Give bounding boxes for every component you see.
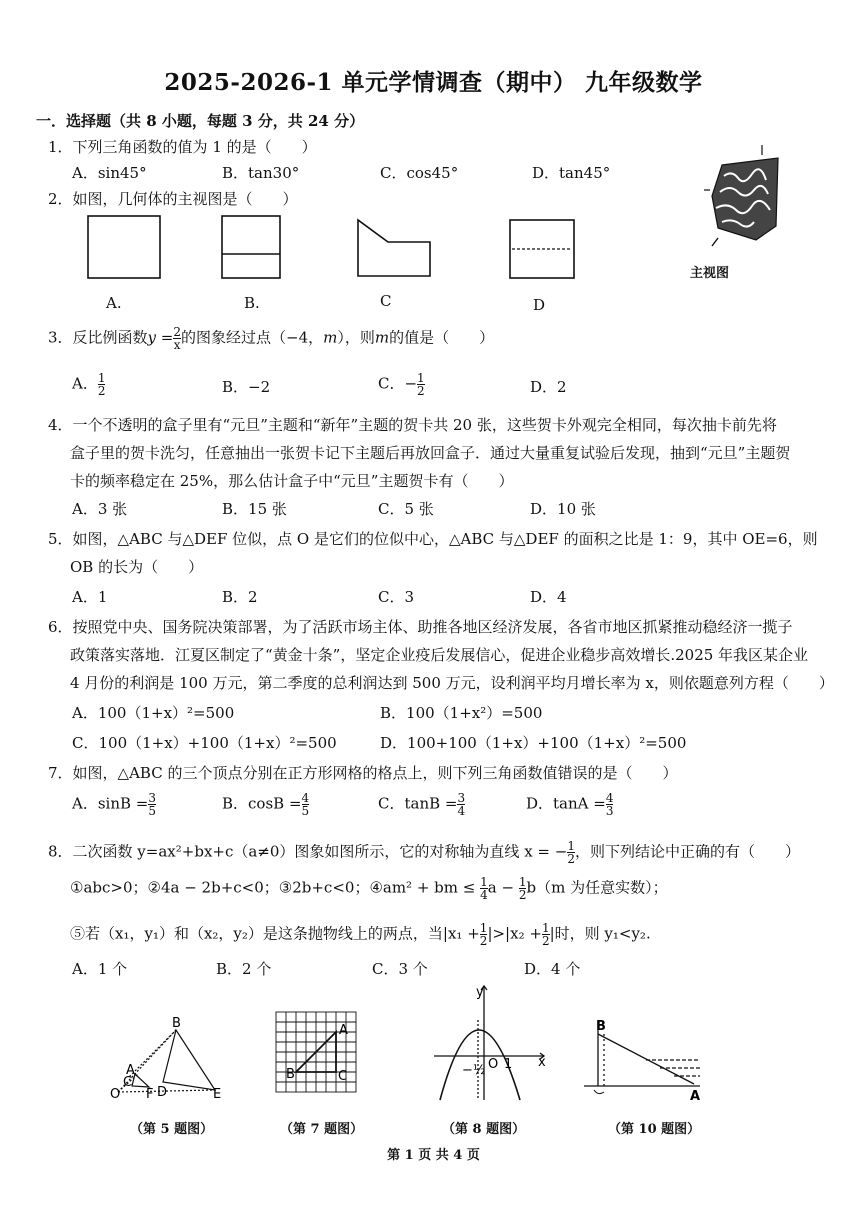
q1-option-b: B．tan30° <box>222 164 300 182</box>
q1-stem: 1．下列三角函数的值为 1 的是（ ） <box>48 138 317 156</box>
fig7-label-b: B <box>286 1067 295 1082</box>
fig7-label-a: A <box>339 1023 348 1038</box>
q2-option-b: B. <box>244 294 260 312</box>
q8-option-a: A．1 个 <box>72 960 128 978</box>
q3-option-d: D．2 <box>530 378 567 396</box>
fig10-label-a: A <box>690 1089 701 1104</box>
q8-line-2: ①abc>0；②4a − 2b+c<0；③2b+c<0；④am² + bm ≤ $\frac{1}{4}$ a − $\frac{1}{2}$ b（m 为任意实数）； <box>70 875 668 902</box>
figure-8 <box>434 986 544 1100</box>
fig5-label-b: B <box>172 1016 181 1031</box>
fig8-label-x: x <box>538 1055 546 1070</box>
q3-option-a: A． $\frac{1}{2}$ <box>72 371 106 398</box>
fig8-caption: （第 8 题图） <box>442 1122 526 1137</box>
fig8-label-one: 1 <box>504 1057 513 1072</box>
q7-option-d: D．tanA = $\frac{4}{3}$ <box>526 791 614 818</box>
q4-option-d: D．10 张 <box>530 500 596 518</box>
q1-option-c: C．cos45° <box>380 164 459 182</box>
q8-stem: 8．二次函数 y=ax²+bx+c（a≠0）图象如图所示，它的对称轴为直线 x = − $\frac{1}{2}$ ，则下列结论中正确的有（ ） <box>48 839 800 866</box>
q7-option-a: A．sinB = $\frac{3}{5}$ <box>72 791 156 818</box>
q7-stem: 7．如图，△ABC 的三个顶点分别在正方形网格的格点上，则下列三角函数值错误的是（ ） <box>48 764 678 782</box>
fig5-caption: （第 5 题图） <box>130 1122 214 1137</box>
q4-line-2: 盒子里的贺卡洗匀，任意抽出一张贺卡记下主题后再放回盒子．通过大量重复试验后发现，抽到“元旦”主题贺 <box>70 444 791 462</box>
q5-line-2: OB 的长为（ ） <box>70 558 204 576</box>
q5-option-b: B．2 <box>222 588 258 606</box>
q5-option-c: C．3 <box>378 588 415 606</box>
solid-caption: 主视图 <box>690 266 730 281</box>
fig8-label-o: O <box>488 1057 499 1072</box>
q6-line-1: 6．按照党中央、国务院决策部署，为了活跃市场主体、助推各地区经济发展，各省市地区抓紧推动稳经济一揽子 <box>48 618 793 636</box>
q3-option-b: B．−2 <box>222 378 271 396</box>
q4-option-b: B．15 张 <box>222 500 287 518</box>
q2-option-d: D <box>533 296 546 314</box>
q6-option-a: A．100（1+x）²=500 <box>72 704 235 722</box>
q5-option-d: D．4 <box>530 588 567 606</box>
fig5-label-e: E <box>213 1087 222 1102</box>
q8-option-d: D．4 个 <box>524 960 581 978</box>
page-title: 2025-2026-1 单元学情调查（期中） 九年级数学 <box>164 69 703 96</box>
q3-option-c: C．− $\frac{1}{2}$ <box>378 371 425 398</box>
q6-option-b: B．100（1+x²）=500 <box>380 704 543 722</box>
q6-option-d: D．100+100（1+x）+100（1+x）²=500 <box>380 734 687 752</box>
section-heading: 一．选择题（共 8 小题，每题 3 分，共 24 分） <box>36 112 365 130</box>
figure-10 <box>584 1030 700 1094</box>
q4-line-3: 卡的频率稳定在 25%，那么估计盒子中“元旦”主题贺卡有（ ） <box>70 472 514 490</box>
q6-line-3: 4 月份的利润是 100 万元，第二季度的总利润达到 500 万元，设利润平均月增长率为 x，则依题意列方程（ ） <box>70 674 834 692</box>
q8-line-3: ⑤若（x₁，y₁）和（x₂，y₂）是这条抛物线上的两点，当|x₁ + $\frac{1}{2}$ |>|x₂ + $\frac{1}{2}$ |时，则 y₁<y₂. <box>70 921 651 948</box>
q4-option-a: A．3 张 <box>72 500 128 518</box>
q8-option-c: C．3 个 <box>372 960 428 978</box>
q3-stem: 3．反比例函数y = $\frac{2}{x}$ 的图象经过点（−4，m），则m的值是（ ） <box>48 325 495 352</box>
q4-option-c: C．5 张 <box>378 500 434 518</box>
q1-option-d: D．tan45° <box>532 164 611 182</box>
fig7-caption: （第 7 题图） <box>280 1122 364 1137</box>
fig5-label-d: D <box>157 1085 168 1100</box>
fig10-caption: （第 10 题图） <box>608 1122 701 1137</box>
page-footer: 第 1 页 共 4 页 <box>387 1148 480 1163</box>
q6-option-c: C．100（1+x）+100（1+x）²=500 <box>72 734 337 752</box>
q5-line-1: 5．如图，△ABC 与△DEF 位似，点 O 是它们的位似中心，△ABC 与△DEF 的面积之比是 1：9，其中 OE=6，则 <box>48 530 818 548</box>
q2-option-a: A. <box>106 294 122 312</box>
figure-5 <box>118 1030 215 1092</box>
fig5-label-c: C <box>123 1075 133 1090</box>
q7-option-b: B．cosB = $\frac{4}{5}$ <box>222 791 310 818</box>
q2-option-c: C <box>380 292 392 310</box>
q2-stem: 2．如图，几何体的主视图是（ ） <box>48 190 298 208</box>
q6-line-2: 政策落实落地．江夏区制定了“黄金十条”，坚定企业疫后发展信心，促进企业稳步高效增长.2025 年我区某企业 <box>70 646 809 664</box>
fig5-label-a: A <box>126 1063 135 1078</box>
fig8-label-y: y <box>476 985 484 1000</box>
fig10-label-b: B <box>596 1019 606 1034</box>
fig7-label-c: C <box>338 1069 348 1084</box>
fig8-label-neg-half: −½ <box>462 1063 486 1078</box>
q1-option-a: A．sin45° <box>72 164 147 182</box>
fig5-label-f: F <box>146 1087 154 1102</box>
fig5-label-o: O <box>110 1087 121 1102</box>
q8-option-b: B．2 个 <box>216 960 272 978</box>
q4-line-1: 4．一个不透明的盒子里有“元旦”主题和“新年”主题的贺卡共 20 张，这些贺卡外观完全相同，每次抽卡前先将 <box>48 416 777 434</box>
q5-option-a: A．1 <box>72 588 108 606</box>
q7-option-c: C．tanB = $\frac{3}{4}$ <box>378 791 466 818</box>
